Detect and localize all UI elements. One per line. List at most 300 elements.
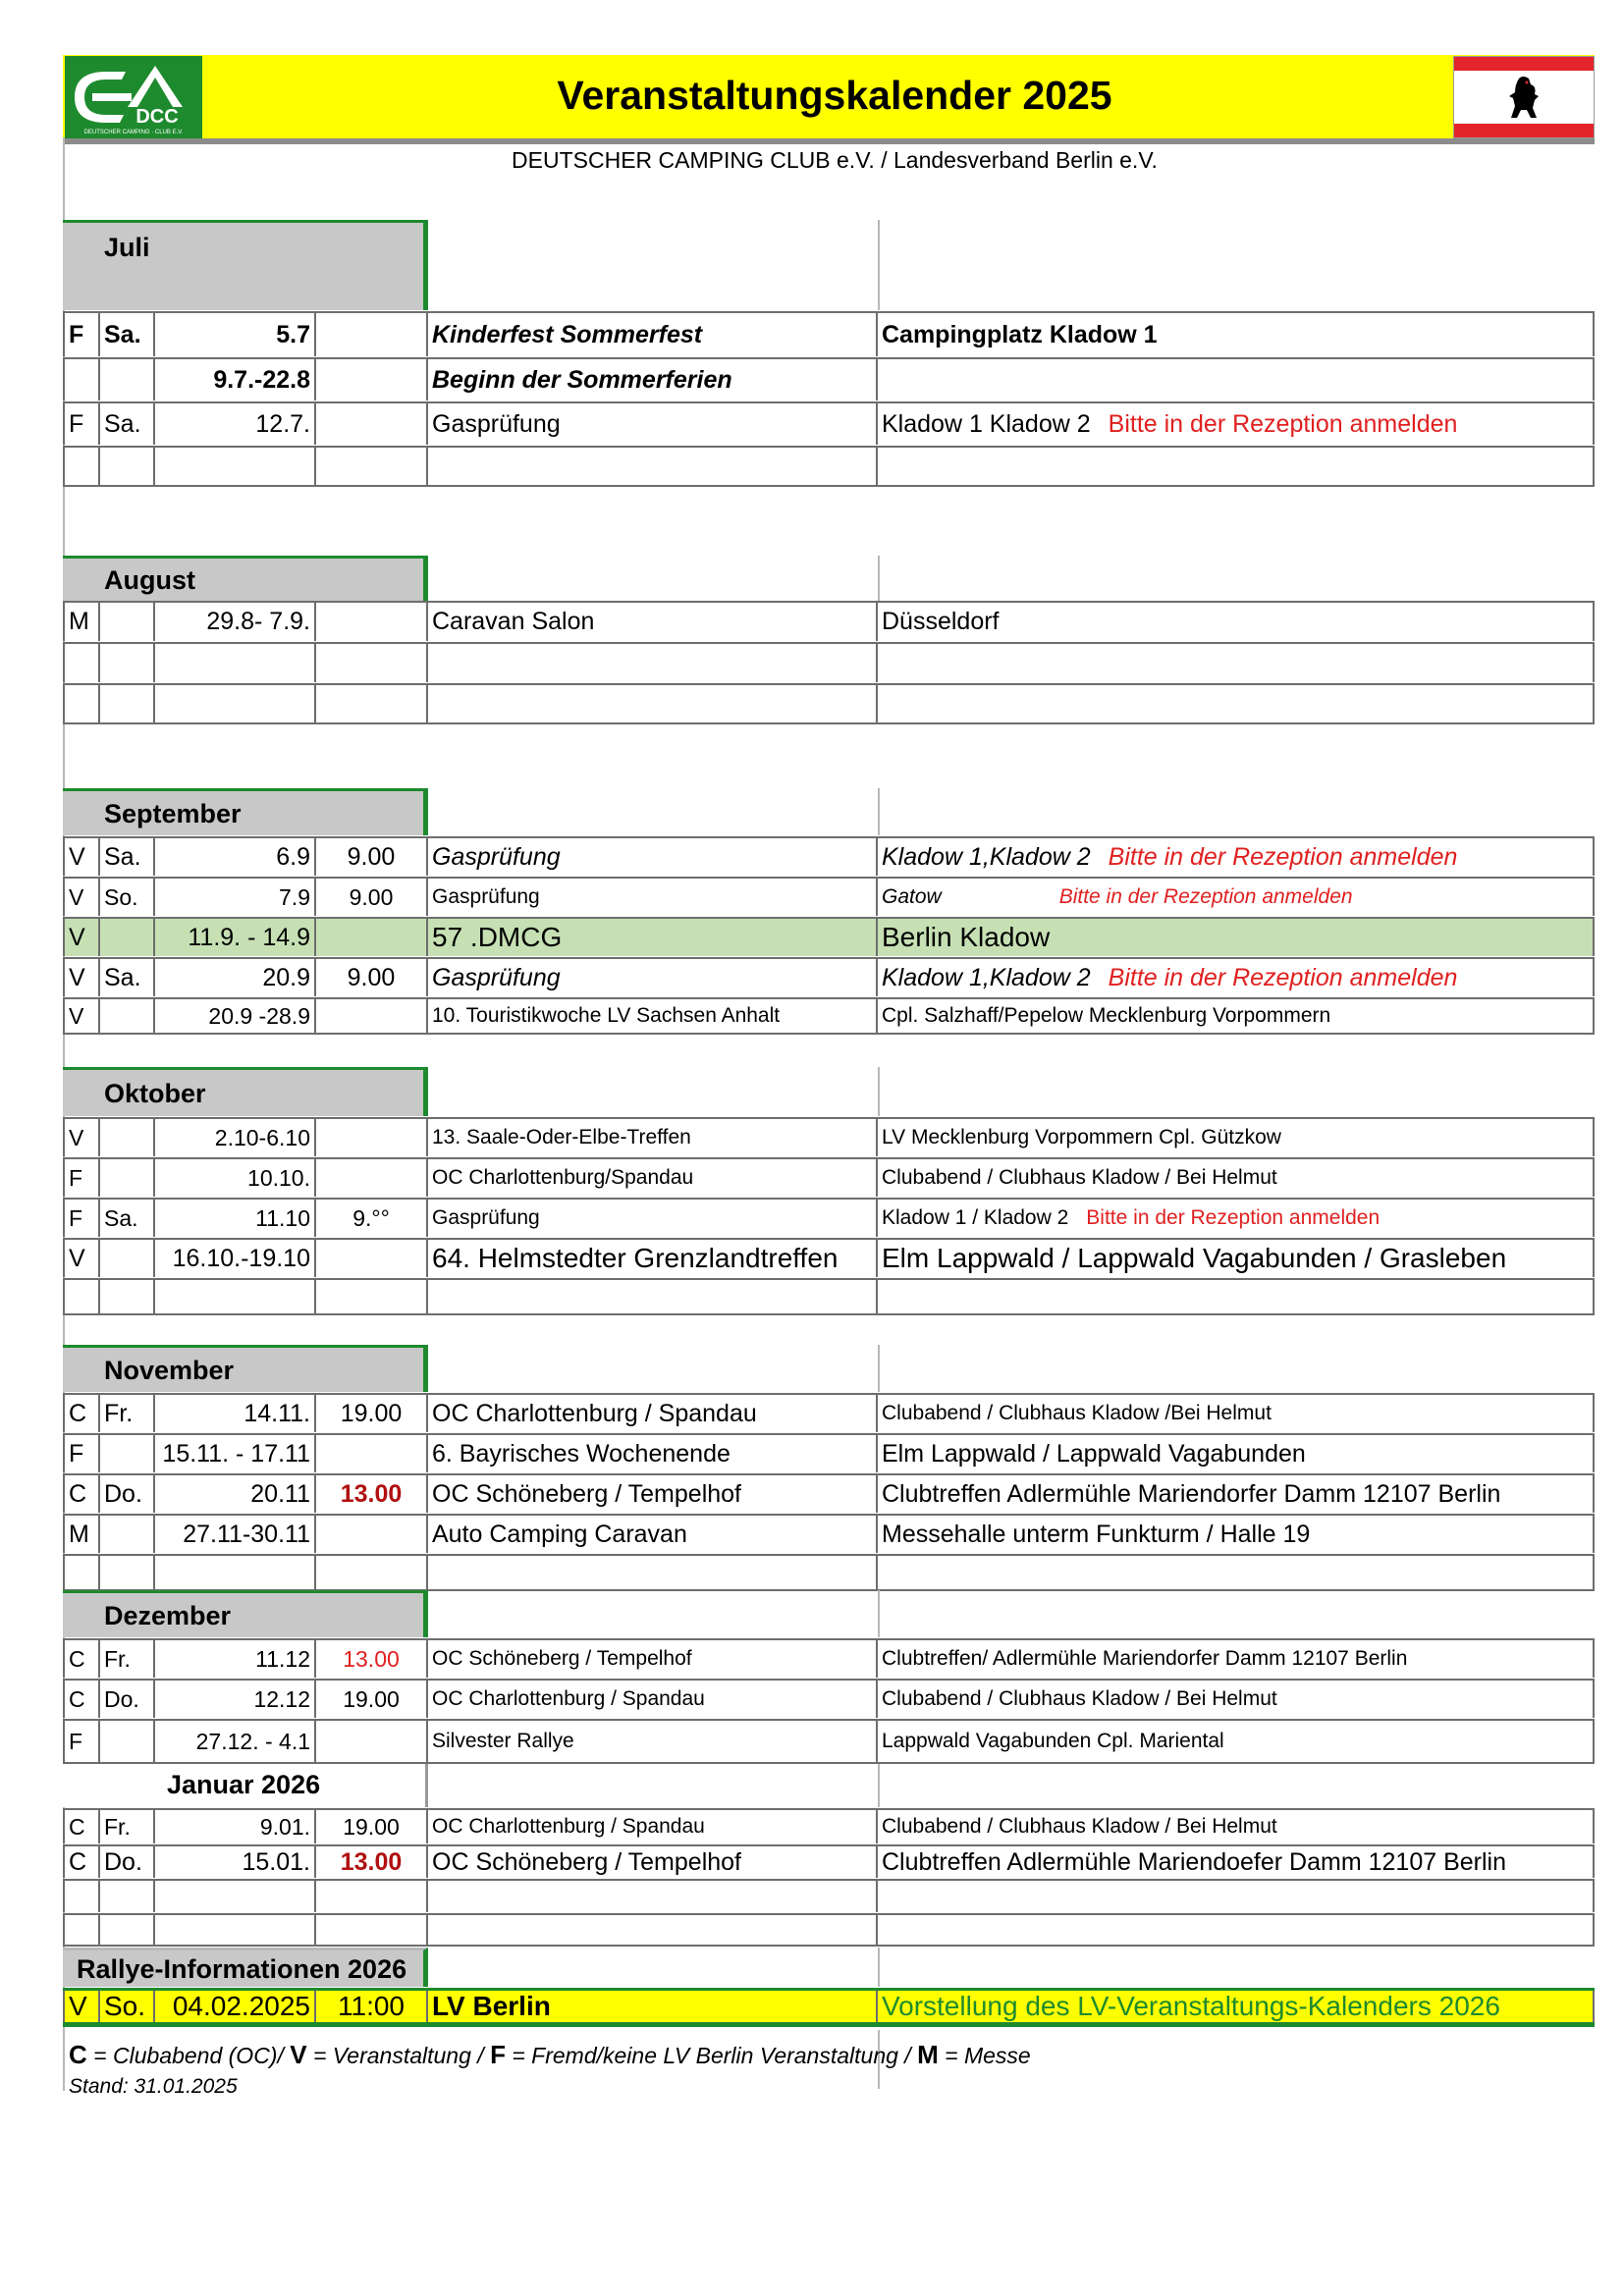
day-cell <box>100 1915 155 1945</box>
event-cell-text: 57 .DMCG <box>432 922 563 952</box>
registration-note: Bitte in der Rezeption anmelden <box>1058 885 1353 908</box>
location-cell-text: Clubtreffen/ Adlermühle Mariendorfer Damm 12107 Berlin <box>882 1647 1408 1670</box>
code-cell-text: V <box>69 923 85 951</box>
event-cell <box>428 919 878 956</box>
month-header <box>63 1590 428 1637</box>
date-cell <box>155 1881 316 1912</box>
date-cell-text: 27.11-30.11 <box>183 1520 310 1548</box>
code-cell <box>63 1200 100 1237</box>
location-cell <box>878 1119 1595 1156</box>
code-cell <box>63 313 100 356</box>
code-cell-text: M <box>69 1520 89 1548</box>
location-cell-text: Gatow <box>882 885 942 908</box>
event-cell-text: Gasprüfung <box>432 842 561 871</box>
time-cell <box>316 1435 428 1472</box>
event-row <box>63 1198 1595 1237</box>
code-cell-text: V <box>69 1991 87 2021</box>
location-cell-text: Elm Lappwald / Lappwald Vagabunden / Grasleben <box>882 1243 1507 1273</box>
date-cell <box>155 1280 316 1313</box>
event-row <box>63 1679 1595 1718</box>
location-cell-text: Kladow 1 / Kladow 2 <box>882 1206 1069 1229</box>
month-label: Dezember <box>104 1601 232 1630</box>
code-cell <box>63 999 100 1033</box>
code-cell-text: C <box>69 1645 85 1672</box>
month-header <box>63 1948 428 1987</box>
event-row <box>63 601 1595 641</box>
time-cell-text: 9.°° <box>352 1204 390 1231</box>
code-cell <box>63 1640 100 1678</box>
location-cell <box>878 999 1595 1033</box>
logo-text: DCC <box>135 106 179 128</box>
location-cell <box>878 1721 1595 1762</box>
code-cell-text: C <box>69 1399 87 1427</box>
registration-note: Bitte in der Rezeption anmelden <box>1108 842 1458 871</box>
date-cell-text: 20.11 <box>250 1479 310 1508</box>
date-cell-text: 16.10.-19.10 <box>172 1244 310 1272</box>
location-cell <box>878 359 1595 400</box>
day-cell-text: Fr. <box>104 1645 131 1672</box>
time-cell-text: 9.00 <box>349 883 394 910</box>
day-cell-text: Sa. <box>104 842 141 871</box>
time-cell <box>316 403 428 445</box>
event-row <box>63 997 1595 1035</box>
date-cell <box>155 838 316 876</box>
event-row <box>63 836 1595 876</box>
time-cell-text: 19.00 <box>343 1685 400 1712</box>
date-cell <box>155 1640 316 1678</box>
date-cell-text: 15.11. - 17.11 <box>162 1439 310 1468</box>
code-cell <box>63 1119 100 1156</box>
location-cell <box>878 644 1595 682</box>
location-cell <box>878 1991 1595 2022</box>
location-cell-text: Clubtreffen Adlermühle Mariendorfer Damm 12107 Berlin <box>882 1479 1501 1508</box>
time-cell <box>316 313 428 356</box>
event-cell-text: OC Schöneberg / Tempelhof <box>432 1847 742 1876</box>
location-cell-text: Vorstellung des LV-Veranstaltungs-Kalenders 2026 <box>882 1991 1500 2021</box>
event-cell-text: OC Charlottenburg / Spandau <box>432 1815 705 1838</box>
day-cell <box>100 1435 155 1472</box>
day-cell <box>100 1846 155 1878</box>
event-cell <box>428 1810 878 1843</box>
location-cell-text: Cpl. Salzhaff/Pepelow Mecklenburg Vorpommern <box>882 1004 1331 1027</box>
date-cell-text: 12.12 <box>253 1685 310 1712</box>
column-rule <box>878 1764 880 1807</box>
day-cell <box>100 879 155 916</box>
code-cell <box>63 1159 100 1197</box>
page-subtitle: DEUTSCHER CAMPING CLUB e.V. / Landesverband Berlin e.V. <box>512 147 1158 173</box>
day-cell <box>100 919 155 956</box>
code-cell <box>63 1991 100 2022</box>
day-cell-text: Fr. <box>104 1813 131 1840</box>
month-header <box>63 1764 428 1807</box>
event-row <box>63 1719 1595 1764</box>
code-cell <box>63 1681 100 1718</box>
time-cell <box>316 919 428 956</box>
legend-key-v: V <box>290 2040 307 2069</box>
legend-key-m: M <box>917 2040 939 2069</box>
month-label: August <box>104 565 195 595</box>
event-cell <box>428 1435 878 1472</box>
time-cell <box>316 1200 428 1237</box>
location-cell <box>878 1681 1595 1718</box>
event-cell-text: 6. Bayrisches Wochenende <box>432 1439 731 1468</box>
code-cell <box>63 448 100 485</box>
time-cell <box>316 448 428 485</box>
legend-text-f: = Fremd/keine LV Berlin Veranstaltung / <box>505 2043 918 2068</box>
time-cell <box>316 1991 428 2022</box>
location-cell <box>878 919 1595 956</box>
location-cell <box>878 1516 1595 1553</box>
time-cell <box>316 959 428 996</box>
date-cell-text: 20.9 <box>262 963 310 991</box>
event-cell <box>428 1119 878 1156</box>
location-cell <box>878 685 1595 722</box>
location-cell <box>878 1640 1595 1678</box>
location-cell-text: Kladow 1,Kladow 2 <box>882 963 1091 991</box>
code-cell <box>63 1240 100 1277</box>
event-cell-text: Kinderfest Sommerfest <box>432 320 703 348</box>
event-cell <box>428 1395 878 1432</box>
date-cell <box>155 1721 316 1762</box>
event-cell <box>428 1640 878 1678</box>
column-rule <box>878 1067 880 1116</box>
legend-text-v: = Veranstaltung / <box>306 2043 491 2068</box>
code-cell-text: C <box>69 1685 85 1712</box>
day-cell <box>100 999 155 1033</box>
location-cell-text: Kladow 1,Kladow 2 <box>882 842 1091 871</box>
location-cell <box>878 838 1595 876</box>
day-cell <box>100 403 155 445</box>
location-cell <box>878 1915 1595 1945</box>
code-cell <box>63 644 100 682</box>
event-cell <box>428 1159 878 1197</box>
event-cell <box>428 1280 878 1313</box>
code-cell <box>63 603 100 641</box>
column-rule <box>878 1948 880 1987</box>
location-cell <box>878 1881 1595 1912</box>
date-cell <box>155 1240 316 1277</box>
time-cell <box>316 1159 428 1197</box>
month-header <box>63 1067 428 1116</box>
date-cell <box>155 359 316 400</box>
logo-caption: DEUTSCHER CAMPING · CLUB E.V. <box>83 130 184 135</box>
location-cell <box>878 1395 1595 1432</box>
code-cell <box>63 403 100 445</box>
event-cell <box>428 1681 878 1718</box>
location-cell <box>878 403 1595 445</box>
code-cell <box>63 359 100 400</box>
location-cell-text: Clubabend / Clubhaus Kladow / Bei Helmut <box>882 1687 1277 1710</box>
event-cell-text: 13. Saale-Oder-Elbe-Treffen <box>432 1126 691 1148</box>
event-cell-text: Gasprüfung <box>432 1206 540 1229</box>
location-cell <box>878 1200 1595 1237</box>
day-cell <box>100 1240 155 1277</box>
code-cell-text: C <box>69 1813 85 1840</box>
dcc-logo <box>65 56 202 138</box>
code-cell-text: V <box>69 883 84 910</box>
location-cell-text: Messehalle unterm Funkturm / Halle 19 <box>882 1520 1311 1548</box>
empty-row <box>63 642 1595 682</box>
stand-date: Stand: 31.01.2025 <box>69 2075 238 2098</box>
location-cell-text: Berlin Kladow <box>882 922 1051 952</box>
event-row <box>63 1157 1595 1197</box>
date-cell-text: 9.7.-22.8 <box>213 365 310 394</box>
code-cell <box>63 919 100 956</box>
location-cell <box>878 1810 1595 1843</box>
time-cell <box>316 1810 428 1843</box>
location-cell-text: Clubabend / Clubhaus Kladow /Bei Helmut <box>882 1402 1272 1424</box>
time-cell <box>316 1721 428 1762</box>
month-label: Rallye-Informationen 2026 <box>77 1954 407 1984</box>
time-cell <box>316 1119 428 1156</box>
event-cell <box>428 1991 878 2022</box>
date-cell-text: 27.12. - 4.1 <box>195 1728 310 1754</box>
day-cell <box>100 1881 155 1912</box>
time-cell <box>316 359 428 400</box>
location-cell <box>878 1240 1595 1277</box>
time-cell <box>316 1395 428 1432</box>
event-cell <box>428 448 878 485</box>
time-cell <box>316 838 428 876</box>
time-cell-text: 19.00 <box>340 1399 403 1427</box>
date-cell-text: 11.9. - 14.9 <box>188 923 310 951</box>
day-cell <box>100 1475 155 1513</box>
event-row <box>63 401 1595 445</box>
time-cell <box>316 1516 428 1553</box>
code-cell <box>63 1810 100 1843</box>
code-cell <box>63 685 100 722</box>
code-cell-text: C <box>69 1479 87 1508</box>
time-cell-text: 13.00 <box>340 1479 403 1508</box>
event-cell <box>428 1846 878 1878</box>
time-cell <box>316 603 428 641</box>
month-label: Januar 2026 <box>167 1770 321 1799</box>
code-cell-text: V <box>69 1244 85 1272</box>
day-cell-text: So. <box>104 883 138 910</box>
event-cell-text: 10. Touristikwoche LV Sachsen Anhalt <box>432 1004 781 1027</box>
location-cell-text: Lappwald Vagabunden Cpl. Mariental <box>882 1730 1224 1752</box>
month-label: November <box>104 1356 235 1385</box>
date-cell <box>155 1991 316 2022</box>
event-cell <box>428 685 878 722</box>
time-cell-text: 13.00 <box>340 1847 403 1876</box>
date-cell <box>155 1846 316 1878</box>
date-cell-text: 04.02.2025 <box>172 1991 310 2021</box>
legend-key-f: F <box>490 2040 506 2069</box>
location-cell <box>878 959 1595 996</box>
code-cell-text: F <box>69 1204 83 1231</box>
empty-row <box>63 1554 1595 1591</box>
day-cell-text: Fr. <box>104 1399 134 1427</box>
event-cell <box>428 603 878 641</box>
event-row <box>63 957 1595 996</box>
date-cell <box>155 1556 316 1589</box>
column-rule <box>878 1590 880 1637</box>
code-cell-text: F <box>69 320 84 348</box>
date-cell <box>155 919 316 956</box>
time-cell <box>316 1475 428 1513</box>
location-cell-text: Campingplatz Kladow 1 <box>882 320 1158 348</box>
day-cell-text: Do. <box>104 1479 142 1508</box>
location-cell <box>878 603 1595 641</box>
day-cell <box>100 1556 155 1589</box>
day-cell <box>100 685 155 722</box>
date-cell-text: 9.01. <box>259 1813 310 1840</box>
location-cell <box>878 1846 1595 1878</box>
event-row <box>63 1844 1595 1878</box>
event-cell <box>428 313 878 356</box>
date-cell <box>155 1915 316 1945</box>
time-cell-text: 9.00 <box>347 963 396 991</box>
month-header <box>63 556 428 601</box>
registration-note: Bitte in der Rezeption anmelden <box>1108 963 1458 991</box>
code-cell <box>63 879 100 916</box>
berlin-bear-flag-icon <box>1453 56 1595 138</box>
day-cell <box>100 959 155 996</box>
location-cell <box>878 1280 1595 1313</box>
month-header <box>63 220 428 310</box>
location-cell <box>878 879 1595 916</box>
time-cell <box>316 999 428 1033</box>
date-cell-text: 6.9 <box>276 842 310 871</box>
code-cell-text: F <box>69 1439 84 1468</box>
location-cell <box>878 1159 1595 1197</box>
code-cell-text: F <box>69 409 84 438</box>
code-cell-text: V <box>69 963 85 991</box>
date-cell <box>155 1475 316 1513</box>
event-row <box>63 1433 1595 1472</box>
code-cell-text: V <box>69 1002 84 1029</box>
day-cell-text: Do. <box>104 1847 142 1876</box>
location-cell-text: Kladow 1 Kladow 2 <box>882 409 1091 438</box>
time-cell <box>316 879 428 916</box>
time-cell <box>316 1640 428 1678</box>
event-row <box>63 1117 1595 1156</box>
event-cell <box>428 1881 878 1912</box>
date-cell-text: 11.10 <box>255 1204 310 1231</box>
legend <box>69 2040 1031 2070</box>
event-cell-text: OC Charlottenburg/Spandau <box>432 1166 694 1189</box>
page-title: Veranstaltungskalender 2025 <box>557 73 1112 118</box>
time-cell <box>316 1881 428 1912</box>
time-cell-text: 13.00 <box>343 1645 400 1672</box>
event-cell <box>428 959 878 996</box>
date-cell <box>155 603 316 641</box>
event-cell-text: OC Charlottenburg / Spandau <box>432 1399 757 1427</box>
day-cell-text: Sa. <box>104 963 141 991</box>
code-cell <box>63 1280 100 1313</box>
date-cell <box>155 403 316 445</box>
event-row <box>63 1808 1595 1843</box>
day-cell <box>100 1395 155 1432</box>
code-cell <box>63 1475 100 1513</box>
event-cell-text: OC Schöneberg / Tempelhof <box>432 1479 742 1508</box>
time-cell <box>316 644 428 682</box>
event-cell <box>428 1475 878 1513</box>
location-cell <box>878 313 1595 356</box>
location-cell-text: Clubabend / Clubhaus Kladow / Bei Helmut <box>882 1815 1277 1838</box>
date-cell-text: 20.9 -28.9 <box>208 1002 310 1029</box>
date-cell <box>155 879 316 916</box>
code-cell-text: F <box>69 1728 83 1754</box>
event-cell-text: OC Charlottenburg / Spandau <box>432 1687 705 1710</box>
column-rule <box>878 1345 880 1392</box>
date-cell <box>155 1159 316 1197</box>
event-row <box>63 877 1595 916</box>
month-label: September <box>104 799 242 828</box>
date-cell-text: 14.11. <box>244 1399 310 1427</box>
legend-key-c: C <box>69 2040 87 2069</box>
code-cell <box>63 1516 100 1553</box>
code-cell <box>63 959 100 996</box>
empty-row <box>63 446 1595 487</box>
month-label: Juli <box>104 233 150 262</box>
day-cell-text: Sa. <box>104 409 141 438</box>
event-cell-text: LV Berlin <box>432 1991 551 2021</box>
day-cell-text: Do. <box>104 1685 139 1712</box>
event-cell-text: Auto Camping Caravan <box>432 1520 687 1548</box>
code-cell <box>63 838 100 876</box>
time-cell <box>316 1556 428 1589</box>
day-cell <box>100 644 155 682</box>
location-cell <box>878 1475 1595 1513</box>
event-cell <box>428 359 878 400</box>
location-cell-text: Clubabend / Clubhaus Kladow / Bei Helmut <box>882 1166 1277 1189</box>
time-cell-text: 19.00 <box>343 1813 400 1840</box>
legend-text-c: = Clubabend (OC)/ <box>86 2043 291 2068</box>
day-cell <box>100 1681 155 1718</box>
event-cell-text: Beginn der Sommerferien <box>432 365 732 394</box>
event-cell-text: Gasprüfung <box>432 885 540 908</box>
event-cell-text: Gasprüfung <box>432 963 561 991</box>
day-cell <box>100 838 155 876</box>
event-row <box>63 1988 1595 2027</box>
day-cell <box>100 1119 155 1156</box>
day-cell <box>100 448 155 485</box>
time-cell <box>316 1681 428 1718</box>
date-cell <box>155 313 316 356</box>
location-cell-text: Elm Lappwald / Lappwald Vagabunden <box>882 1439 1306 1468</box>
date-cell <box>155 1516 316 1553</box>
event-cell <box>428 1556 878 1589</box>
registration-note: Bitte in der Rezeption anmelden <box>1108 409 1458 438</box>
date-cell-text: 12.7. <box>255 409 310 438</box>
code-cell <box>63 1915 100 1945</box>
event-cell <box>428 403 878 445</box>
code-cell-text: V <box>69 842 85 871</box>
date-cell <box>155 999 316 1033</box>
date-cell-text: 2.10-6.10 <box>214 1124 310 1150</box>
day-cell <box>100 603 155 641</box>
event-cell <box>428 879 878 916</box>
day-cell <box>100 1810 155 1843</box>
column-rule <box>878 788 880 835</box>
event-row <box>63 1238 1595 1277</box>
code-cell-text: C <box>69 1847 87 1876</box>
date-cell <box>155 1200 316 1237</box>
event-cell-text: Silvester Rallye <box>432 1730 574 1752</box>
date-cell-text: 15.01. <box>242 1847 310 1876</box>
date-cell-text: 5.7 <box>276 320 310 348</box>
empty-row <box>63 683 1595 724</box>
day-cell-text: So. <box>104 1991 146 2021</box>
event-row <box>63 1393 1595 1432</box>
month-header <box>63 788 428 835</box>
code-cell <box>63 1556 100 1589</box>
code-cell <box>63 1721 100 1762</box>
date-cell-text: 7.9 <box>279 883 310 910</box>
empty-row <box>63 1278 1595 1315</box>
